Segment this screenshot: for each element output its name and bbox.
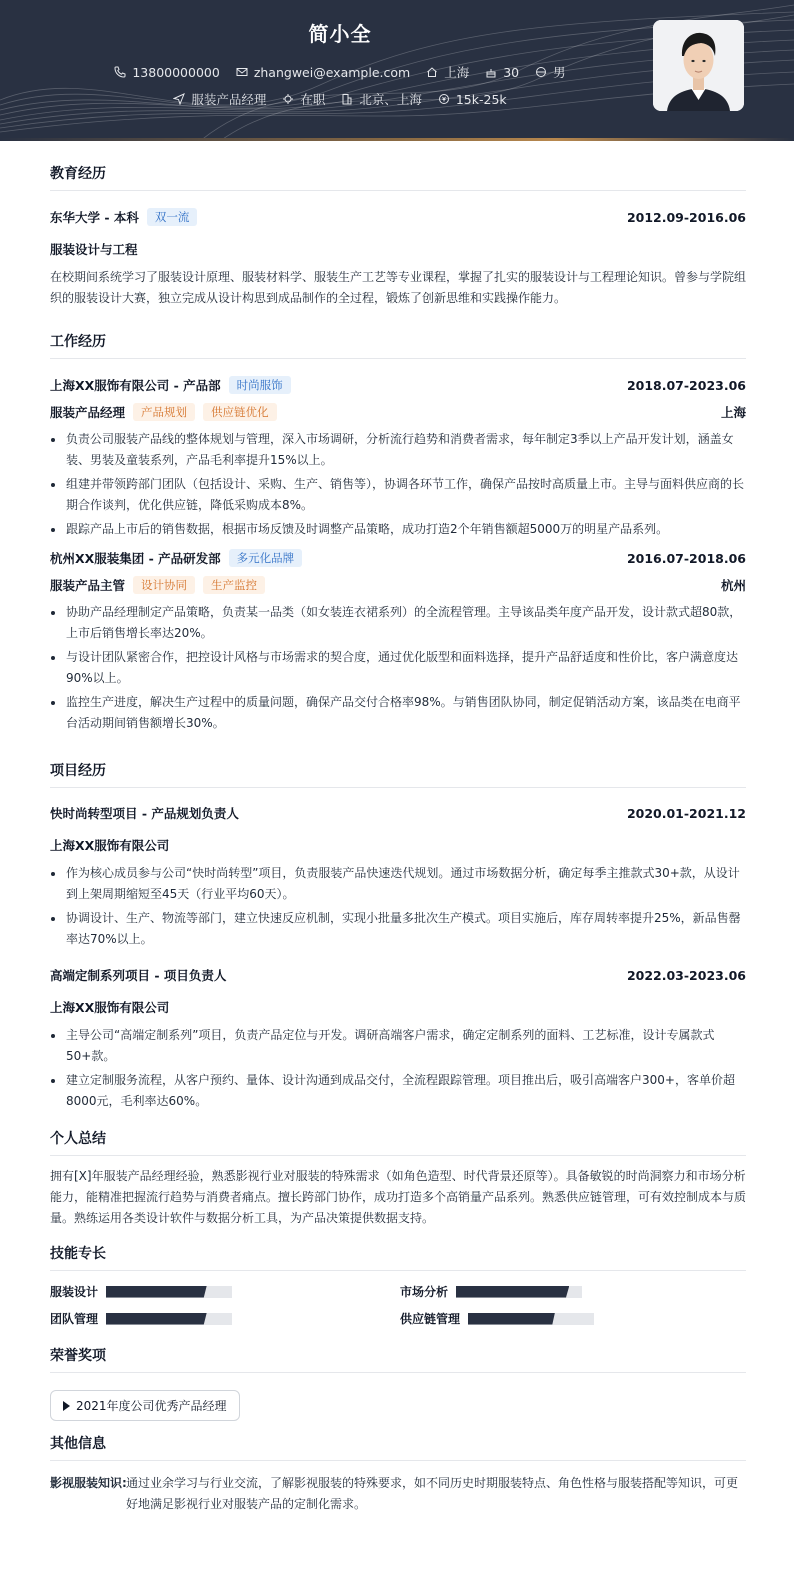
cake-icon: [485, 66, 497, 78]
project-entry: [50, 804, 746, 950]
work-bullets: [50, 602, 746, 734]
section-title-education: 教育经历: [50, 163, 746, 191]
project-entry: [50, 966, 746, 1112]
salary-text: 15k-25k: [455, 91, 507, 107]
skill-bar-fill: [468, 1313, 555, 1325]
section-title-summary: 个人总结: [50, 1128, 746, 1156]
work-bullet: 组建并带领跨部门团队（包括设计、采购、生产、销售等），协调各环节工作，确保产品按时高质量上市。主导与面料供应商的长期合作谈判，优化供应链，降低采购成本8%。: [50, 474, 746, 516]
work-city: 上海: [720, 405, 746, 420]
project-bullets: [50, 1025, 746, 1112]
salary-item: [438, 90, 507, 108]
send-icon: [173, 93, 185, 105]
building-icon: [341, 93, 353, 105]
skill-bar: [468, 1313, 594, 1325]
header-accent-bar: [0, 138, 794, 141]
status-item: [282, 90, 325, 108]
skill-bar: [456, 1286, 582, 1298]
project-company: 上海XX服饰有限公司: [50, 1000, 170, 1015]
skill-bar: [106, 1286, 232, 1298]
status-icon: [282, 93, 294, 105]
profile-photo: [653, 20, 744, 111]
gender-icon: [535, 66, 547, 78]
mail-icon: [236, 66, 248, 78]
education-tag: 双一流: [147, 208, 198, 226]
work-date: 2018.07-2023.06: [626, 377, 746, 393]
skill-item: [50, 1310, 400, 1327]
position-item: [173, 90, 266, 108]
email-item: [236, 63, 410, 81]
project-date: 2020.01-2021.12: [626, 805, 746, 821]
work-bullet: 负责公司服装产品线的整体规划与管理，深入市场调研，分析流行趋势和消费者需求，每年制定3季以上产品开发计划，涵盖女装、男装及童装系列，产品毛利率提升15%以上。: [50, 429, 746, 471]
skill-name: 服装设计: [50, 1285, 99, 1299]
awards-section: [50, 1345, 746, 1421]
city-text: 上海: [444, 65, 470, 80]
education-date: 2012.09-2016.06: [626, 209, 746, 225]
position-text: 服装产品经理: [191, 92, 267, 107]
skill-bar-fill: [456, 1286, 569, 1298]
award-item: [50, 1390, 240, 1421]
resume-body: [50, 150, 746, 1515]
work-bullet: 监控生产进度，解决生产过程中的质量问题，确保产品交付合格率98%。与销售团队协同，制定促销活动方案，该品类在电商平台活动期间销售额增长30%。: [50, 692, 746, 734]
project-bullet: 主导公司“高端定制系列”项目，负责产品定位与开发。调研高端客户需求，确定定制系列的面料、工艺标准，设计专属款式50+款。: [50, 1025, 746, 1067]
work-role-tag: 供应链优化: [203, 403, 277, 421]
skills-grid: [50, 1283, 746, 1327]
play-icon: [63, 1401, 70, 1411]
work-entry: [50, 376, 746, 540]
age-text: 30: [503, 64, 520, 80]
education-major: 服装设计与工程: [50, 242, 138, 257]
location-text: 北京、上海: [359, 92, 422, 107]
work-bullet: 协助产品经理制定产品策略，负责某一品类（如女装连衣裙系列）的全流程管理。主导该品类年度产品开发，设计款式超80款，上市后销售增长率达20%。: [50, 602, 746, 644]
work-role-row: [50, 403, 746, 421]
portrait-illustration: [653, 20, 744, 111]
skill-name: 供应链管理: [400, 1312, 461, 1326]
project-bullets: [50, 863, 746, 950]
project-bullet: 协调设计、生产、物流等部门，建立快速反应机制，实现小批量多批次生产模式。项目实施后，库存周转率提升25%，新品售罄率达70%以上。: [50, 908, 746, 950]
candidate-name: 简小全: [308, 22, 372, 46]
phone-icon: [114, 66, 126, 78]
work-company: 上海XX服饰有限公司 - 产品部: [50, 378, 221, 393]
work-date: 2016.07-2018.06: [626, 550, 746, 566]
education-description: 在校期间系统学习了服装设计原理、服装材料学、服装生产工艺等专业课程，掌握了扎实的服装设计与工程理论知识。曾参与学院组织的服装设计大赛，独立完成从设计构思到成品制作的全过程，锻炼了创新思维和实践操作能力。: [50, 270, 747, 305]
work-bullet: 与设计团队紧密合作，把控设计风格与市场需求的契合度，通过优化版型和面料选择，提升产品舒适度和性价比，客户满意度达90%以上。: [50, 647, 746, 689]
work-role-tag: 产品规划: [133, 403, 195, 421]
skill-name: 团队管理: [50, 1312, 99, 1326]
location-item: [341, 90, 422, 108]
section-title-projects: 项目经历: [50, 760, 746, 788]
work-entry: [50, 549, 746, 734]
salary-icon: [438, 93, 450, 105]
education-header-row: [50, 208, 746, 226]
education-section: [50, 163, 746, 309]
skills-section: [50, 1243, 746, 1327]
projects-section: [50, 760, 746, 1112]
project-header-row: [50, 966, 746, 984]
summary-section: [50, 1128, 746, 1229]
project-bullet: 建立定制服务流程，从客户预约、量体、设计沟通到成品交付，全流程跟踪管理。项目推出后，吸引高端客户300+，客单价超8000元，毛利率达60%。: [50, 1070, 746, 1112]
summary-text: 拥有[X]年服装产品经理经验，熟悉影视行业对服装的特殊需求（如角色造型、时代背景还原等）。具备敏锐的时尚洞察力和市场分析能力，能精准把握流行趋势与消费者痛点。擅长跨部门协作，成功打造多个高销量产品系列。熟悉供应链管理，可有效控制成本与质量。熟练运用各类设计软件与数据分析工具，为产品决策提供数据支持。: [50, 1169, 747, 1225]
award-text: 2021年度公司优秀产品经理: [76, 1399, 227, 1413]
age-item: [485, 63, 519, 81]
section-title-work: 工作经历: [50, 331, 746, 359]
work-company-tag: 多元化品牌: [229, 549, 303, 567]
section-title-skills: 技能专长: [50, 1243, 746, 1271]
skill-name: 市场分析: [400, 1285, 449, 1299]
work-role: 服装产品经理: [50, 405, 126, 420]
skill-bar-fill: [106, 1313, 207, 1325]
job-intent-row: [0, 90, 680, 108]
work-role-row: [50, 576, 746, 594]
project-title: 高端定制系列项目 - 项目负责人: [50, 968, 227, 983]
project-title: 快时尚转型项目 - 产品规划负责人: [50, 806, 239, 821]
work-role-tag: 设计协同: [133, 576, 195, 594]
work-bullets: [50, 429, 746, 540]
project-company: 上海XX服饰有限公司: [50, 838, 170, 853]
skill-item: [400, 1283, 746, 1300]
other-label: 影视服装知识:: [50, 1476, 127, 1490]
skill-item: [400, 1310, 746, 1327]
work-role: 服装产品主管: [50, 578, 126, 593]
status-text: 在职: [300, 92, 326, 107]
project-header-row: [50, 804, 746, 822]
email-text: zhangwei@example.com: [253, 64, 411, 80]
other-section: [50, 1433, 746, 1515]
project-bullet: 作为核心成员参与公司“快时尚转型”项目，负责服装产品快速迭代规划。通过市场数据分析，确定每季主推款式30+款，从设计到上架周期缩短至45天（行业平均60天）。: [50, 863, 746, 905]
work-section: [50, 331, 746, 734]
city-item: [426, 63, 469, 81]
work-company: 杭州XX服装集团 - 产品研发部: [50, 551, 221, 566]
gender-item: [535, 63, 566, 81]
gender-text: 男: [553, 65, 566, 80]
contact-row: [0, 63, 680, 81]
work-city: 杭州: [720, 578, 746, 593]
phone-item: [114, 63, 219, 81]
work-role-tag: 生产监控: [203, 576, 265, 594]
home-icon: [426, 66, 438, 78]
skill-bar-fill: [106, 1286, 207, 1298]
skill-bar: [106, 1313, 232, 1325]
phone-text: 13800000000: [132, 64, 220, 80]
section-title-other: 其他信息: [50, 1433, 746, 1461]
other-text: 通过业余学习与行业交流，了解影视服装的特殊要求，如不同历史时期服装特点、角色性格与服装搭配等知识，可更好地满足影视行业对服装产品的定制化需求。: [126, 1476, 739, 1511]
other-item: [50, 1473, 746, 1515]
work-header-row: [50, 376, 746, 394]
project-date: 2022.03-2023.06: [626, 967, 746, 983]
skill-item: [50, 1283, 400, 1300]
work-bullet: 跟踪产品上市后的销售数据，根据市场反馈及时调整产品策略，成功打造2个年销售额超5000万的明星产品系列。: [50, 519, 746, 540]
section-title-awards: 荣誉奖项: [50, 1345, 746, 1373]
education-school: 东华大学 - 本科: [50, 210, 139, 225]
work-header-row: [50, 549, 746, 567]
work-company-tag: 时尚服饰: [229, 376, 291, 394]
resume-header: [0, 0, 794, 141]
